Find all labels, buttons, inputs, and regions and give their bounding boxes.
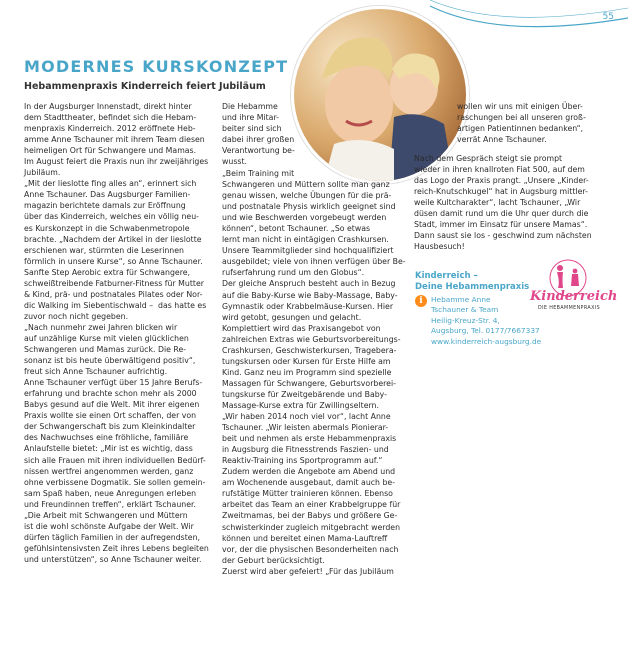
logo-wordmark: Kinderreich [530, 289, 618, 304]
infobox-contact: Hebamme Anne Tschauner & Team Heilig-Kreuz-Str. 4, Augsburg, Tel. 0177/7667337 www.kinderreich-augsburg.de [431, 295, 542, 346]
page-number: 55 [602, 12, 614, 22]
column-2-text: „Beim Training mit Schwangeren und Müttern sollte man ganz genau wissen, welche Übungen für die prä- und postnatale Physis wirklich geeignet sind und wie Beschwerden vorgebeugt werden können“, betont Tschauner. „So etwas lernt man nicht in eintägigen Crashkursen. Unsere Teammitglieder sind hochqualifiziert ausgebildet; viele von ihnen verfügen über Be- rufserfahrung rund um den Globus“. Der gleiche Anspruch besteht auch in Bezug auf die Baby-Kurse wie Baby-Massage, Baby- Gymnastik oder Krabbelmäuse-Kursen. Hier wird getobt, gesungen und gelacht. Komplettiert wird das Praxisangebot von zahlreichen Extras wie Geburtsvorbereitungs- Crashkursen, Geschwisterkursen, Tragebera- tungskursen oder Kursen für Erste Hilfe am Kind. Ganz neu im Programm sind spezielle Massagen für Schwangere, Geburtsvorberei- tungskurse für Zweitgebärende und Baby- Massage-Kurse extra für Zwillingseltern. „Wir haben 2014 noch viel vor“, lacht Anne Tschauner. „Wir leisten abermals Pionierar- beit und nehmen als erste Hebammenpraxis in Augsburg die Fitnesstrends Faszien- und Reaktiv-Training ins Sportprogramm auf.“ Zudem werden die Angebote am Abend und am Wochenende ausgebaut, damit auch be- rufstätige Mütter trainieren können. Ebenso arbeitet das Team an einer Krabbelgruppe für Zweitmamas, bei der Babys und größere Ge- schwisterkinder zugleich mitgebracht werden können und bereitet einen Mama-Lauftreff vor, der die physischen Besonderheiten nach der Geburt berücksichtigt. Zuerst wird aber gefeiert! „Für das Jubiläum [222, 169, 406, 576]
info-icon: i [415, 295, 427, 307]
logo-subtitle: DIE HEBAMMENPRAXIS [537, 306, 601, 311]
column-1-text: In der Augsburger Innenstadt, direkt hinter dem Stadttheater, befindet sich die Hebam- menpraxis Kinderreich. 2012 eröffnete Heb- amme Anne Tschauner mit ihrem Team diesen heimeligen Ort für Schwangere und Mamas. Im August feiert die Praxis nun ihr zweijähriges Jubiläum. „Mit der lieslotte fing alles an“, erinnert sich Anne Tschauner. Das Augsburger Familien- magazin berichtete damals zur Eröffnung über das Kinderreich, welches ein völlig neu- es Kurskonzept in die Schwabenmetropole brachte. „Nachdem der Artikel in der lieslotte erschienen war, stürmten die Leserinnen förmlich in unsere Kurse“, so Anne Tschauner. Sanfte Step Aerobic extra für Schwangere, schweißtreibende Fatburner-Fitness für Mutter & Kind, prä- und postnatales Pilates oder Nor- dic Walking im Siebentischwald – das hatte es zuvor noch nicht gegeben. „Nach nunmehr zwei Jahren blicken wir auf unzählige Kurse mit vielen glücklichen Schwangeren und Mamas zurück. Die Re- sonanz ist bis heute überwältigend positiv“, freut sich Anne Tschauner aufrichtig. Anne Tschauner verfügt über 15 Jahre Berufs- erfahrung und brachte schon mehr als 2000 Babys gesund auf die Welt. Mit ihrer eigenen Praxis wollte sie einen Ort schaffen, der von der Schwangerschaft bis zum Kleinkindalter des Nachwuchses eine fröhliche, familiäre Anlaufstelle bietet: „Mir ist es wichtig, dass sich alle Frauen mit ihren individuellen Bedürf- nissen wertfrei angenommen werden, ganz ohne verbissene Dogmatik. Sie sollen gemein- sam Spaß haben, neue Anregungen erleben und Freundinnen treffen“, erklärt Tschauner. „Die Arbeit mit Schwangeren und Müttern ist die wohl schönste Aufgabe der Welt. Wir dürfen täglich Familien in der aufregendsten, gefühlsintensivsten Zeit ihres Lebens begleiten und unterstützen“, so Anne Tschauner weiter. [24, 102, 209, 564]
headline: MODERNES KURSKONZEPT [24, 57, 289, 76]
infobox-title: Kinderreich – Deine Hebammenpraxis [415, 271, 530, 292]
column-3-top-text: wollen wir uns mit einigen Über- raschungen bei all unseren groß- artigen Patientinnen bedanken“, verrät Anne Tschauner. [457, 102, 586, 145]
column-3-text: Nach dem Gespräch steigt sie prompt wieder in ihren knallroten Fiat 500, auf dem das Logo der Praxis prangt. „Unsere „Kinder- reich-Knutschkugel“ hat in Augsburg mittler- weile Kultcharakter“, lacht Tschauner, „Wir düsen damit rund um die Uhr quer durch die Stadt, immer im Einsatz für unsere Mamas“. Dann saust sie los - geschwind zum nächsten Hausbesuch! [414, 154, 592, 252]
column-2-top-text: Die Hebamme und ihre Mitar- beiter sind sich dabei ihrer großen Verantwortung be- wusst. [222, 102, 295, 167]
subheadline: Hebammenpraxis Kinderreich feiert Jubiläum [24, 81, 266, 92]
